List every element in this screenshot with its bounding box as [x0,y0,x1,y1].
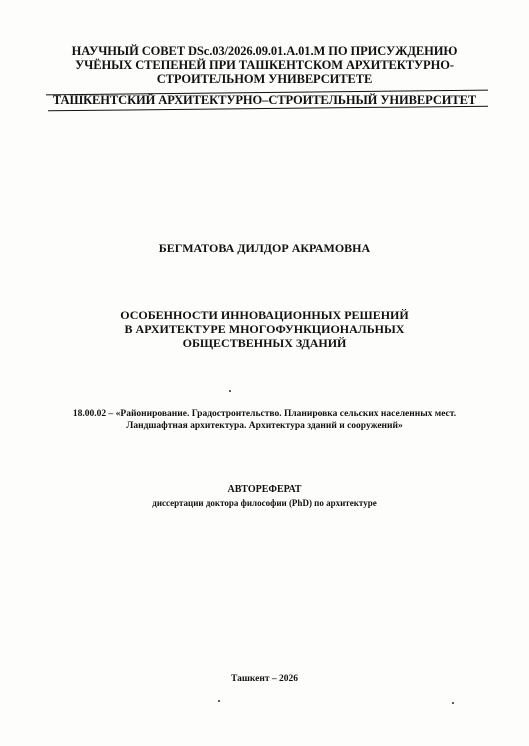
scientific-council-header [0,44,529,86]
author-name [0,241,529,255]
dissertation-title [0,308,529,350]
specialty-code [0,408,529,432]
place-and-year [0,673,529,685]
author-line: БЕГМАТОВА ДИЛДОР АКРАМОВНА [158,241,371,255]
document-type [0,484,529,496]
document-type-line: АВТОРЕФЕРАТ [227,484,302,495]
council-line-3: СТРОИТЕЛЬНОМ УНИВЕРСИТЕТЕ [156,72,373,86]
scan-speck [452,702,454,704]
title-line-2: В АРХИТЕКТУРЕ МНОГОФУНКЦИОНАЛЬНЫХ [124,322,405,336]
scan-speck [218,700,220,702]
document-description [0,497,529,509]
university-line: ТАШКЕНТСКИЙ АРХИТЕКТУРНО–СТРОИТЕЛЬНЫЙ УНИВЕРСИТЕТ [52,93,477,107]
place-year-line: Ташкент – 2026 [231,674,298,684]
document-description-line: диссертации доктора философии (PhD) по архитектуре [152,498,377,508]
specialty-line-2: Ландшафтная архитектура. Архитектура зданий и сооружений» [126,421,403,431]
university-name [0,93,529,107]
title-line-3: ОБЩЕСТВЕННЫХ ЗДАНИЙ [182,336,347,350]
council-line-1: НАУЧНЫЙ СОВЕТ DSc.03/2026.09.01.A.01.M ПО ПРИСУЖДЕНИЮ [71,44,458,58]
title-line-1: ОСОБЕННОСТИ ИННОВАЦИОННЫХ РЕШЕНИЙ [120,308,409,322]
council-line-2: УЧЁНЫХ СТЕПЕНЕЙ ПРИ ТАШКЕНТСКОМ АРХИТЕКТУРНО- [75,58,454,72]
scan-speck [229,390,231,392]
specialty-line-1: 18.00.02 – «Районирование. Градостроительство. Планировка сельских населенных мест. [72,409,457,419]
